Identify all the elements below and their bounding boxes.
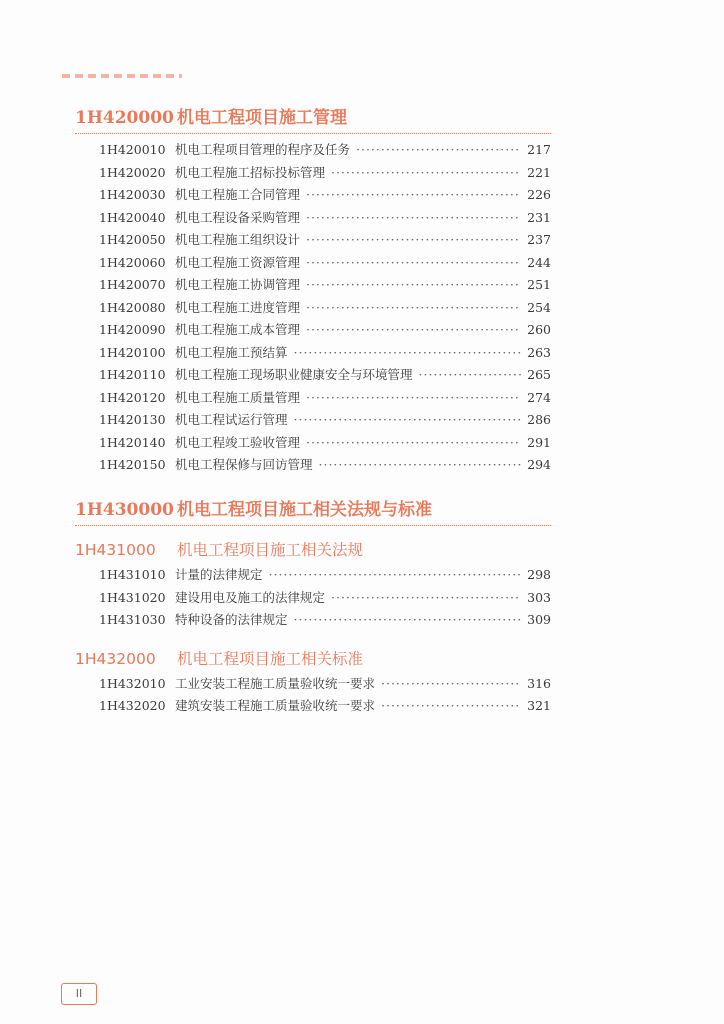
entry-code: 1H431010 <box>99 567 166 582</box>
entry-title: 机电工程施工质量管理 <box>175 389 301 405</box>
dot-leader <box>331 165 521 180</box>
toc-entry[interactable] <box>75 298 551 321</box>
entry-page: 237 <box>527 232 551 247</box>
entry-code: 1H420050 <box>99 232 166 247</box>
entry-title: 机电工程保修与回访管理 <box>175 457 313 472</box>
entry-page: 244 <box>527 254 551 270</box>
entry-code: 1H420060 <box>99 254 166 270</box>
toc-entry[interactable] <box>75 163 551 186</box>
entry-title: 机电工程竣工验收管理 <box>175 434 301 450</box>
dot-leader <box>319 457 521 472</box>
toc-entry[interactable] <box>75 253 551 276</box>
subsection-code: 1H432000 <box>75 649 156 668</box>
entry-code: 1H420070 <box>99 277 166 292</box>
entry-code: 1H420020 <box>99 164 166 180</box>
dot-leader <box>356 142 521 157</box>
toc-list <box>75 674 551 719</box>
entry-page: 221 <box>527 164 551 180</box>
dot-leader <box>381 698 521 713</box>
toc-entry[interactable] <box>75 433 551 456</box>
dot-leader <box>306 255 521 270</box>
entry-page: 274 <box>527 389 551 405</box>
toc-entry[interactable] <box>75 208 551 231</box>
entry-page: 291 <box>527 434 551 450</box>
entry-page: 303 <box>527 589 551 605</box>
toc-entry[interactable] <box>75 455 551 478</box>
dot-leader <box>419 367 521 382</box>
entry-title: 特种设备的法律规定 <box>175 612 288 627</box>
entry-page: 231 <box>527 209 551 225</box>
entry-code: 1H431030 <box>99 612 166 627</box>
entry-page: 265 <box>527 367 551 382</box>
dot-leader <box>269 567 521 582</box>
toc-entry[interactable] <box>75 185 551 208</box>
entry-title: 机电工程施工现场职业健康安全与环境管理 <box>175 367 413 382</box>
dot-leader <box>381 676 521 691</box>
dot-leader <box>306 277 521 292</box>
entry-code: 1H420150 <box>99 457 166 472</box>
toc-entry[interactable] <box>75 565 551 588</box>
section-title: 机电工程项目施工管理 <box>177 108 347 128</box>
entry-code: 1H420140 <box>99 434 166 450</box>
entry-page: 263 <box>527 344 551 360</box>
entry-page: 309 <box>527 612 551 627</box>
dot-leader <box>331 590 521 605</box>
entry-code: 1H420120 <box>99 389 166 405</box>
entry-title: 机电工程项目管理的程序及任务 <box>175 142 351 157</box>
entry-code: 1H420030 <box>99 187 166 202</box>
toc-entry[interactable] <box>75 410 551 433</box>
dot-leader <box>306 187 521 202</box>
entry-title: 机电工程设备采购管理 <box>175 209 301 225</box>
entry-page: 298 <box>527 567 551 582</box>
dot-leader <box>306 232 521 247</box>
entry-title: 机电工程施工合同管理 <box>175 187 301 202</box>
dot-leader <box>306 390 521 405</box>
entry-code: 1H420040 <box>99 209 166 225</box>
entry-page: 294 <box>527 457 551 472</box>
dot-leader <box>306 210 521 225</box>
toc-entry[interactable] <box>75 696 551 719</box>
section-1h430000 <box>75 495 551 719</box>
entry-page: 251 <box>527 277 551 292</box>
toc-entry[interactable] <box>75 610 551 633</box>
toc-entry[interactable] <box>75 388 551 411</box>
section-1h420000 <box>75 103 551 478</box>
entry-title: 机电工程施工招标投标管理 <box>175 164 326 180</box>
entry-title: 计量的法律规定 <box>175 567 263 582</box>
section-heading[interactable] <box>75 103 551 134</box>
entry-code: 1H420090 <box>99 322 166 337</box>
entry-page: 321 <box>527 698 551 713</box>
toc-list <box>75 565 551 633</box>
toc-entry[interactable] <box>75 230 551 253</box>
entry-title: 建设用电及施工的法律规定 <box>175 589 326 605</box>
entry-code: 1H420080 <box>99 299 166 315</box>
entry-title: 机电工程施工成本管理 <box>175 322 301 337</box>
entry-code: 1H420130 <box>99 412 166 427</box>
section-code: 1H420000 <box>75 108 174 128</box>
toc-entry[interactable] <box>75 275 551 298</box>
dot-leader <box>294 412 521 427</box>
subsection-title: 机电工程项目施工相关标准 <box>177 649 364 668</box>
entry-title: 机电工程施工预结算 <box>175 344 288 360</box>
entry-title: 机电工程施工协调管理 <box>175 277 301 292</box>
toc-entry[interactable] <box>75 365 551 388</box>
subsection-title: 机电工程项目施工相关法规 <box>177 541 364 559</box>
section-heading[interactable] <box>75 495 551 526</box>
entry-code: 1H432010 <box>99 675 166 691</box>
section-title: 机电工程项目施工相关法规与标准 <box>177 500 432 520</box>
toc-entry[interactable] <box>75 588 551 611</box>
dot-leader <box>294 345 521 360</box>
subsection-code: 1H431000 <box>75 541 156 559</box>
entry-title: 工业安装工程施工质量验收统一要求 <box>175 675 376 691</box>
entry-title: 建筑安装工程施工质量验收统一要求 <box>175 698 376 713</box>
entry-code: 1H431020 <box>99 589 166 605</box>
entry-title: 机电工程试运行管理 <box>175 412 288 427</box>
entry-page: 217 <box>527 142 551 157</box>
subsection-heading[interactable] <box>75 647 551 669</box>
entry-page: 254 <box>527 299 551 315</box>
toc-entry[interactable] <box>75 320 551 343</box>
entry-page: 286 <box>527 412 551 427</box>
entry-code: 1H420100 <box>99 344 166 360</box>
page-number: II <box>61 983 97 1005</box>
toc-entry[interactable] <box>75 140 551 163</box>
entry-title: 机电工程施工组织设计 <box>175 232 301 247</box>
header-decoration <box>62 74 182 78</box>
entry-page: 226 <box>527 187 551 202</box>
toc-entry[interactable] <box>75 674 551 697</box>
entry-title: 机电工程施工进度管理 <box>175 299 301 315</box>
subsection-heading[interactable] <box>75 538 551 560</box>
entry-code: 1H420010 <box>99 142 166 157</box>
dot-leader <box>306 435 521 450</box>
entry-page: 260 <box>527 322 551 337</box>
dot-leader <box>306 300 521 315</box>
section-code: 1H430000 <box>75 500 174 520</box>
dot-leader <box>294 612 521 627</box>
toc-list <box>75 140 551 478</box>
entry-code: 1H432020 <box>99 698 166 713</box>
toc-entry[interactable] <box>75 343 551 366</box>
entry-page: 316 <box>527 675 551 691</box>
dot-leader <box>306 322 521 337</box>
entry-title: 机电工程施工资源管理 <box>175 254 301 270</box>
entry-code: 1H420110 <box>99 367 166 382</box>
